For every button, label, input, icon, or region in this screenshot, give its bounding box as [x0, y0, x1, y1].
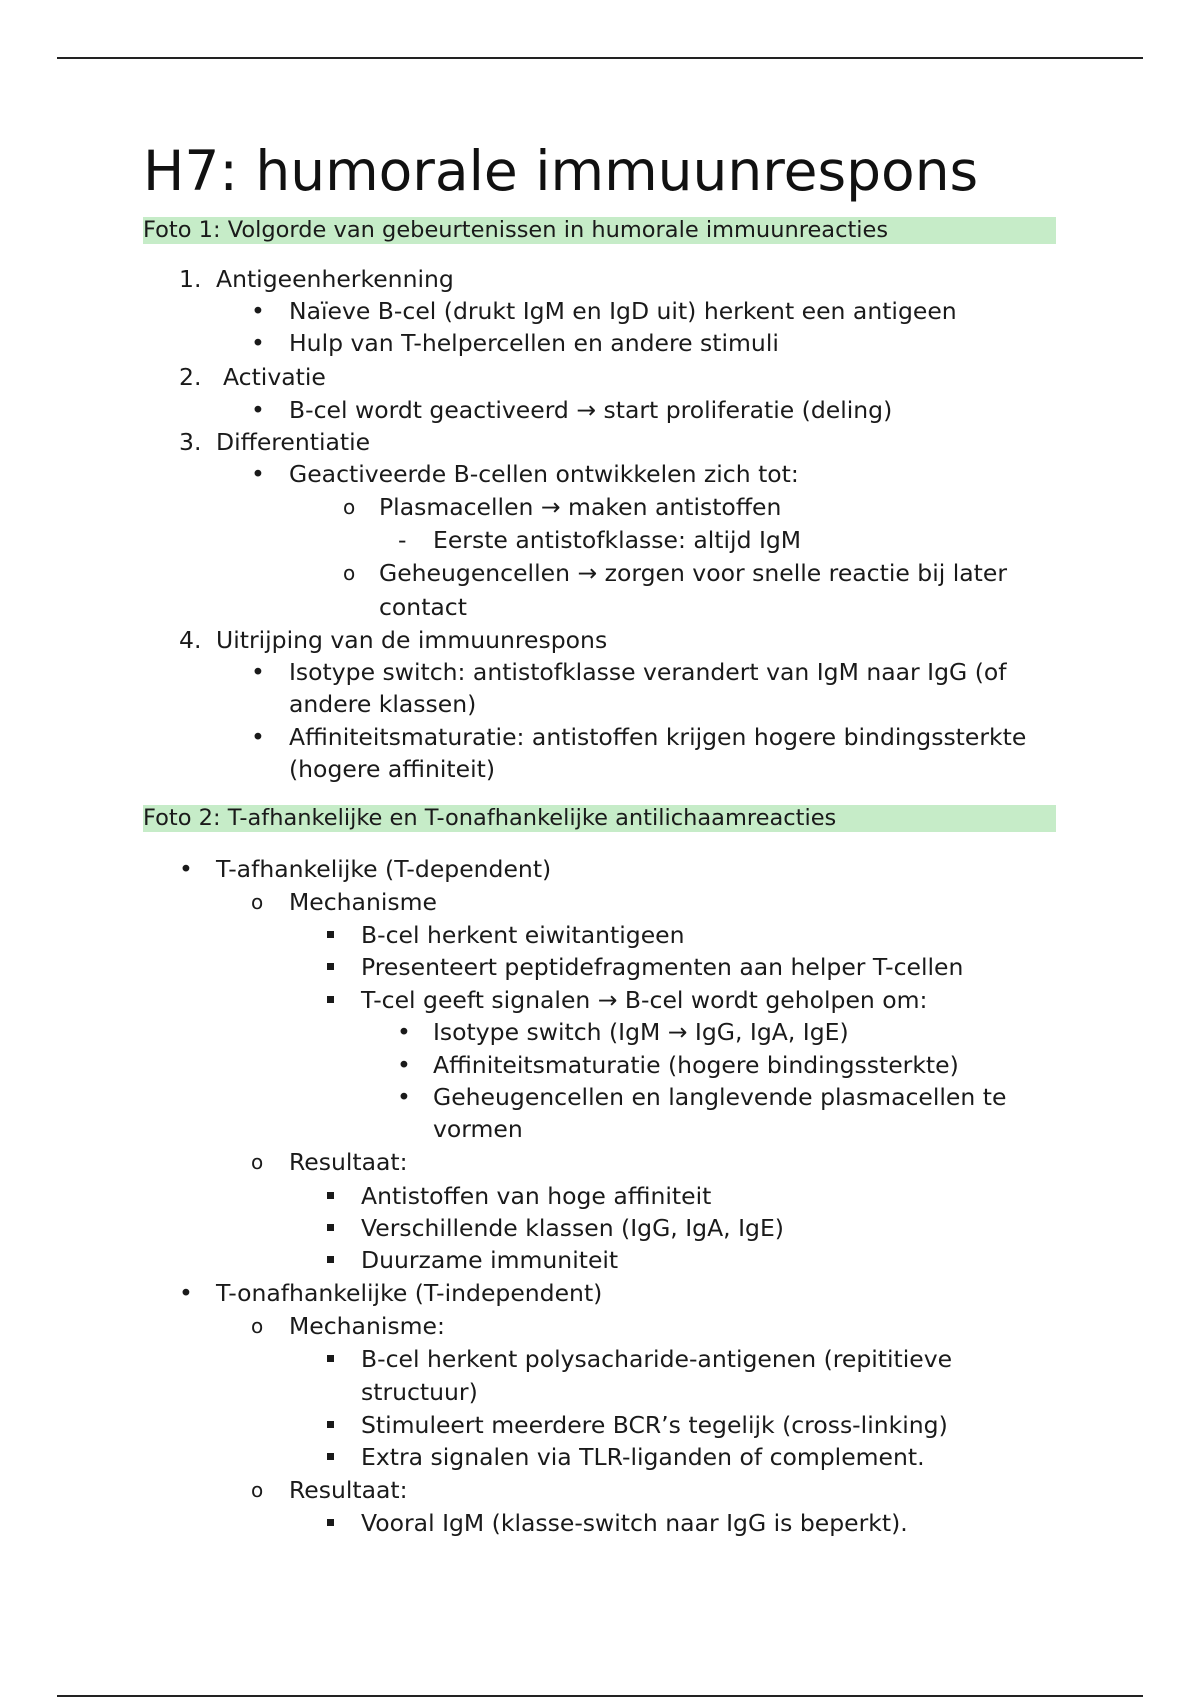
- list-item-continuation: structuur): [361, 1378, 478, 1406]
- square-bullet-icon: [327, 1453, 334, 1460]
- circle-bullet-icon: o: [343, 495, 356, 519]
- list-item: Geactiveerde B-cellen ontwikkelen zich tot:: [289, 460, 799, 488]
- list-item: Isotype switch: antistofklasse verandert van IgM naar IgG (of: [289, 658, 1007, 686]
- list-item: Affiniteitsmaturatie: antistoffen krijgen hogere bindingssterkte: [289, 723, 1027, 751]
- step-label: Differentiatie: [216, 428, 371, 456]
- list-item: Presenteert peptidefragmenten aan helper T-cellen: [361, 953, 964, 981]
- list-item: Mechanisme: [289, 888, 437, 916]
- section-heading-foto-2: Foto 2: T-afhankelijke en T-onafhankelijke antilichaamreacties: [143, 805, 1056, 832]
- bullet-icon: •: [251, 460, 265, 488]
- section-heading-foto-1: Foto 1: Volgorde van gebeurtenissen in humorale immuunreacties: [143, 217, 1056, 244]
- list-item: Verschillende klassen (IgG, IgA, IgE): [361, 1214, 784, 1242]
- circle-bullet-icon: o: [343, 561, 356, 585]
- step-number: 1.: [179, 265, 202, 293]
- square-bullet-icon: [327, 1355, 334, 1362]
- list-item: Vooral IgM (klasse-switch naar IgG is beperkt).: [361, 1509, 908, 1537]
- list-item: Geheugencellen → zorgen voor snelle reactie bij later: [379, 559, 1007, 587]
- square-bullet-icon: [327, 1421, 334, 1428]
- list-item: Stimuleert meerdere BCR’s tegelijk (cross-linking): [361, 1411, 948, 1439]
- list-item: Affiniteitsmaturatie (hogere bindingssterkte): [433, 1051, 959, 1079]
- list-item: Naïeve B-cel (drukt IgM en IgD uit) herkent een antigeen: [289, 297, 957, 325]
- list-item: Duurzame immuniteit: [361, 1246, 619, 1274]
- step-label: Uitrijping van de immuunrespons: [216, 626, 608, 654]
- bullet-icon: •: [179, 855, 193, 883]
- bullet-icon: •: [179, 1279, 193, 1307]
- list-item-continuation: (hogere affiniteit): [289, 755, 496, 783]
- list-item: T-afhankelijke (T-dependent): [216, 855, 552, 883]
- square-bullet-icon: [327, 931, 334, 938]
- bullet-icon: •: [251, 329, 265, 357]
- bullet-icon: •: [397, 1083, 411, 1111]
- list-item: Resultaat:: [289, 1476, 408, 1504]
- bottom-rule: [57, 1695, 1143, 1697]
- bullet-icon: •: [397, 1051, 411, 1079]
- list-item: Antistoffen van hoge affiniteit: [361, 1182, 712, 1210]
- list-item: Isotype switch (IgM → IgG, IgA, IgE): [433, 1018, 849, 1046]
- bullet-icon: •: [251, 396, 265, 424]
- circle-bullet-icon: o: [251, 1150, 264, 1174]
- square-bullet-icon: [327, 1192, 334, 1199]
- step-label: Antigeenherkenning: [216, 265, 454, 293]
- page-title: H7: humorale immuunrespons: [143, 139, 979, 203]
- square-bullet-icon: [327, 1519, 334, 1526]
- list-item-continuation: vormen: [433, 1115, 523, 1143]
- list-item: Geheugencellen en langlevende plasmacellen te: [433, 1083, 1007, 1111]
- list-item: B-cel herkent eiwitantigeen: [361, 921, 685, 949]
- list-item: Eerste antistofklasse: altijd IgM: [433, 526, 802, 554]
- list-item: B-cel herkent polysacharide-antigenen (repititieve: [361, 1345, 953, 1373]
- list-item-continuation: contact: [379, 593, 467, 621]
- top-rule: [57, 57, 1143, 59]
- list-item: T-onafhankelijke (T-independent): [216, 1279, 603, 1307]
- step-number: 2.: [179, 363, 202, 391]
- list-item: Extra signalen via TLR-liganden of complement.: [361, 1443, 925, 1471]
- list-item: B-cel wordt geactiveerd → start proliferatie (deling): [289, 396, 893, 424]
- step-label: Activatie: [223, 363, 326, 391]
- list-item: T-cel geeft signalen → B-cel wordt geholpen om:: [361, 986, 928, 1014]
- square-bullet-icon: [327, 963, 334, 970]
- square-bullet-icon: [327, 1224, 334, 1231]
- step-number: 4.: [179, 626, 202, 654]
- square-bullet-icon: [327, 1256, 334, 1263]
- dash-bullet-icon: -: [398, 526, 407, 554]
- bullet-icon: •: [251, 723, 265, 751]
- circle-bullet-icon: o: [251, 1314, 264, 1338]
- list-item: Plasmacellen → maken antistoffen: [379, 493, 782, 521]
- list-item-continuation: andere klassen): [289, 690, 477, 718]
- circle-bullet-icon: o: [251, 890, 264, 914]
- square-bullet-icon: [327, 996, 334, 1003]
- list-item: Hulp van T-helpercellen en andere stimuli: [289, 329, 779, 357]
- bullet-icon: •: [251, 297, 265, 325]
- bullet-icon: •: [251, 658, 265, 686]
- circle-bullet-icon: o: [251, 1478, 264, 1502]
- list-item: Resultaat:: [289, 1148, 408, 1176]
- list-item: Mechanisme:: [289, 1312, 445, 1340]
- step-number: 3.: [179, 428, 202, 456]
- bullet-icon: •: [397, 1018, 411, 1046]
